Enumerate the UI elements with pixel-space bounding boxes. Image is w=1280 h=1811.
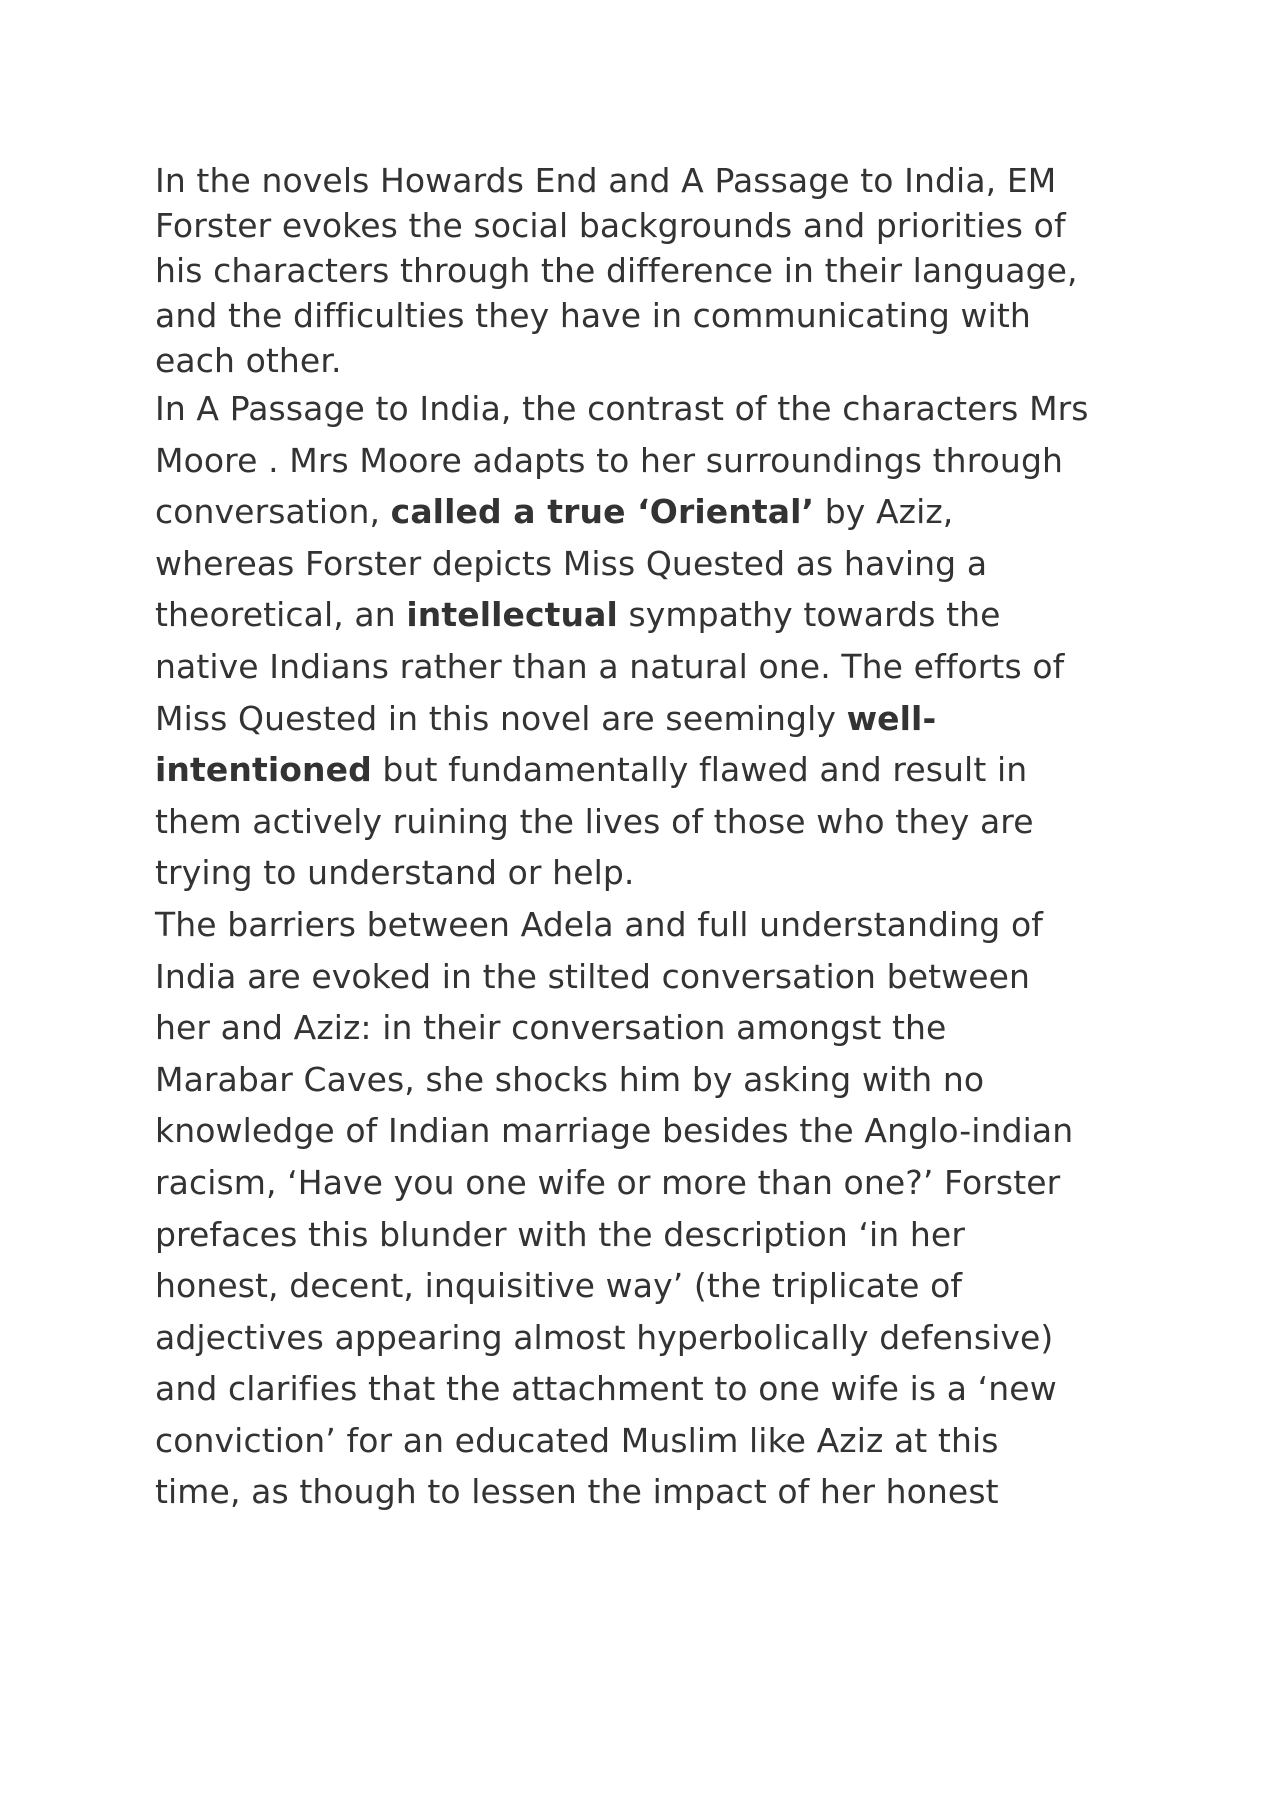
text-line (155, 486, 1145, 538)
text-line: Marabar Caves, she shocks him by asking with no (155, 1059, 985, 1099)
text-run: theoretical, an (155, 595, 407, 635)
text-line (155, 693, 1145, 745)
text-line: In A Passage to India, the contrast of the characters Mrs (155, 389, 1089, 428)
paragraph-2 (155, 383, 1145, 899)
text-line: prefaces this blunder with the description ‘in her (155, 1214, 965, 1254)
text-line: and clarifies that the attachment to one wife is a ‘new (155, 1369, 1057, 1409)
text-line: her and Aziz: in their conversation amongst the (155, 1008, 947, 1048)
paragraph-1 (155, 158, 1145, 383)
text-line: Moore . Mrs Moore adapts to her surroundings through (155, 440, 1064, 480)
text-line: Forster evokes the social backgrounds and priorities of (155, 206, 1066, 245)
bold-emphasis: intentioned (155, 750, 372, 790)
text-line: knowledge of Indian marriage besides the Anglo-indian (155, 1111, 1074, 1151)
text-line: trying to understand or help. (155, 853, 635, 893)
text-line: time, as though to lessen the impact of her honest (155, 1472, 999, 1512)
text-line: adjectives appearing almost hyperbolically defensive) (155, 1317, 1054, 1357)
text-line: each other. (155, 341, 342, 380)
text-line: India are evoked in the stilted conversation between (155, 956, 1031, 996)
text-line (155, 744, 1145, 796)
document-body (155, 158, 1145, 1518)
bold-emphasis: well- (846, 698, 937, 738)
text-line: conviction’ for an educated Muslim like Aziz at this (155, 1420, 999, 1460)
text-line (155, 589, 1145, 641)
text-line: racism, ‘Have you one wife or more than one?’ Forster (155, 1162, 1061, 1202)
text-run: by Aziz, (814, 492, 954, 532)
text-line: honest, decent, inquisitive way’ (the triplicate of (155, 1266, 963, 1306)
text-line: and the difficulties they have in communicating with (155, 296, 1031, 335)
text-run: sympathy towards the (617, 595, 1001, 635)
text-line: them actively ruining the lives of those who they are (155, 801, 1034, 841)
bold-emphasis: called a true ‘Oriental’ (390, 492, 815, 532)
text-line: whereas Forster depicts Miss Quested as having a (155, 543, 988, 583)
text-run: conversation, (155, 492, 391, 532)
text-line: his characters through the difference in their language, (155, 251, 1078, 290)
bold-emphasis: intellectual (406, 595, 618, 635)
text-line: native Indians rather than a natural one. The efforts of (155, 646, 1065, 686)
text-run: but fundamentally flawed and result in (371, 750, 1028, 790)
text-run: Miss Quested in this novel are seemingly (155, 698, 847, 738)
text-line: The barriers between Adela and full understanding of (155, 904, 1043, 944)
paragraph-3 (155, 899, 1145, 1518)
text-line: In the novels Howards End and A Passage to India, EM (155, 161, 1057, 200)
